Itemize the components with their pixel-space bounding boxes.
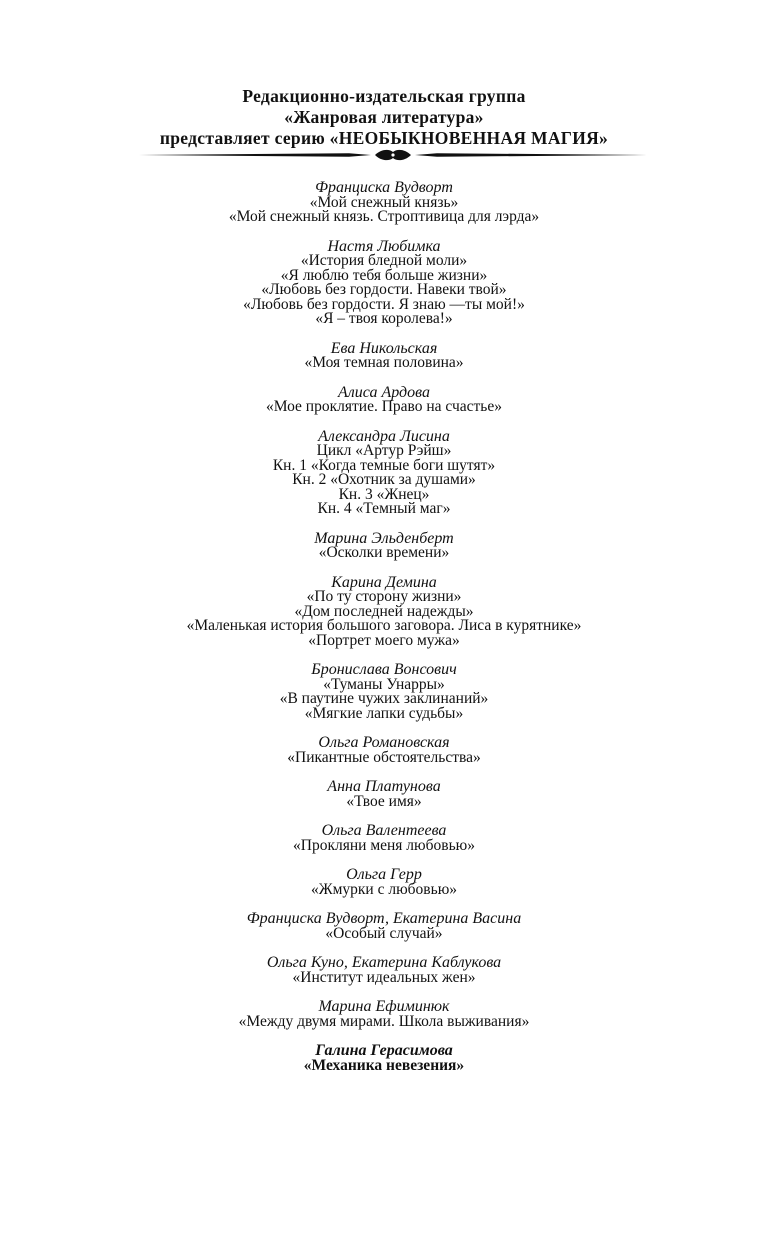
book-title: «Дом последней надежды» [294,602,474,620]
author-name: Ольга Герр [346,866,422,883]
book-title: «Любовь без гордости. Навеки твой» [261,281,507,298]
book-title: «История бледной моли» [300,252,468,269]
catalog-entry [0,1000,768,1029]
author-name: Настя Любимка [327,237,441,255]
author-name: Ева Никольская [330,339,438,357]
catalog-entry [0,383,768,415]
book-title: «Маленькая история большого заговора. Лиса в курятнике» [186,617,582,634]
header-line-publisher: Редакционно-издательская группа [242,86,526,106]
book-title: «Я – твоя королева!» [315,310,453,327]
series-catalog [0,181,768,1088]
author-name: Александра Лисина [318,427,450,445]
book-title: «Я люблю тебя больше жизни» [280,266,488,284]
book-title: «Осколки времени» [318,544,450,561]
book-title: «Моя темная половина» [304,354,464,371]
decorative-divider [139,148,647,162]
author-name: Франциска Вудворт [315,179,453,196]
book-title: «Любовь без гордости. Я знаю —ты мой!» [243,295,525,313]
catalog-entry [0,237,768,327]
publisher-header [0,86,768,149]
author-name: Марина Эльденберт [314,529,454,547]
book-title: «Мой снежный князь» [309,193,459,211]
header-line-imprint: «Жанровая литература» [284,107,484,127]
catalog-entry [0,529,768,561]
book-title: «В паутине чужих заклинаний» [279,690,489,707]
book-title: «Твое имя» [346,792,422,810]
author-name: Алиса Ардова [338,383,430,401]
book-title: «Прокляни меня любовью» [293,836,475,854]
book-title: Кн. 1 «Когда темные боги шутят» [272,456,496,474]
book-title: «По ту сторону жизни» [306,588,462,605]
author-name: Анна Платунова [327,778,441,795]
catalog-entry [0,427,768,517]
book-title: «Механика невезения» [303,1056,465,1074]
book-title: «Мягкие лапки судьбы» [304,704,464,722]
author-name: Ольга Куно, Екатерина Каблукова [266,954,502,971]
catalog-entry [0,780,768,809]
catalog-entry [0,824,768,853]
book-title: «Институт идеальных жен» [292,968,476,986]
book-title: «Пикантные обстоятельства» [287,748,481,766]
book-title: «Жмурки с любовью» [310,880,458,898]
catalog-entry [0,181,768,225]
book-title: «Мое проклятие. Право на счастье» [265,398,503,415]
catalog-entry [0,736,768,765]
author-name: Франциска Вудворт, Екатерина Васина [246,910,522,927]
divider-right-taper [415,153,647,157]
author-name: Галина Герасимова [315,1042,453,1059]
book-title: Цикл «Артур Рэйш» [316,442,452,459]
book-title: «Портрет моего мужа» [308,631,460,649]
author-name: Бронислава Вонсович [311,661,457,678]
book-title: Кн. 3 «Жнец» [338,485,430,503]
catalog-entry [0,868,768,897]
book-title: «Особый случай» [325,924,443,942]
catalog-entry [0,956,768,985]
divider-center-dot [391,153,394,156]
catalog-entry [0,1044,768,1073]
book-title: «Между двумя мирами. Школа выживания» [238,1012,530,1030]
catalog-entry [0,339,768,371]
book-title: Кн. 2 «Охотник за душами» [292,471,476,488]
book-title: Кн. 4 «Темный маг» [317,500,451,517]
catalog-entry [0,912,768,941]
header-line-series: представляет серию «НЕОБЫКНОВЕННАЯ МАГИЯ» [159,128,609,148]
author-name: Карина Демина [331,573,437,591]
catalog-entry [0,663,768,721]
author-name: Ольга Валентеева [321,822,447,839]
divider-left-taper [139,153,371,157]
catalog-entry [0,573,768,649]
book-title: «Мой снежный князь. Строптивица для лэрда» [228,208,540,225]
author-name: Ольга Романовская [318,734,450,751]
author-name: Марина Ефиминюк [318,998,450,1015]
book-title: «Туманы Унарры» [323,675,445,693]
